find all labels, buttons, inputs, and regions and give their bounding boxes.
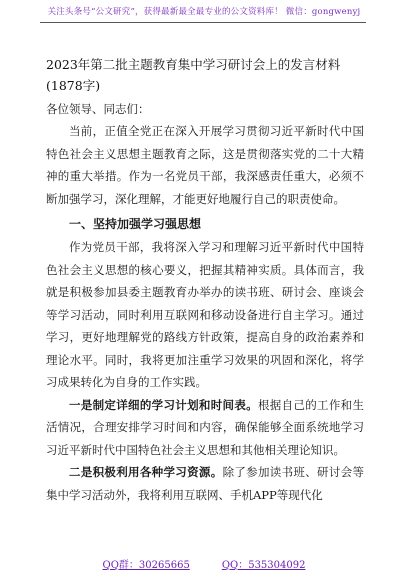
document-body <box>46 54 364 506</box>
section-heading-1: 一、坚持加强学习强思想 <box>69 217 202 231</box>
point-2-paragraph <box>46 461 364 506</box>
footer-contact <box>0 556 408 571</box>
point-2-lead: 二是积极利用各种学习资源。 <box>69 465 223 479</box>
footer-qq[interactable]: QQ：535304092 <box>221 560 306 571</box>
point-1-text: 根据自己的工作和生活情况，合理安排学习时间和内容，确保能够全面系统地学习习近平新时代中国特色社会主义思想和其他相关理论知识。 <box>46 397 364 457</box>
greeting: 各位领导、同志们： <box>46 102 150 116</box>
header-note: 关注头条号“公文研究”，获得最新最全最专业的公文资料库！ 微信：gongwenyj <box>47 7 361 17</box>
intro-paragraph: 当前，正值全党正在深入开展学习贯彻习近平新时代中国特色社会主义思想主题教育之际，这是贯彻落实党的二十大精神的重大举措。作为一名党员干部，我深感责任重大，必须不断加强学习，深化理解，才能更好地履行自己的职责使命。 <box>46 124 364 206</box>
document-title: 2023年第二批主题教育集中学习研讨会上的发言材料(1878字) <box>46 57 341 93</box>
point-1-paragraph <box>46 394 364 462</box>
header-divider <box>40 22 366 23</box>
point-1-lead: 一是制定详细的学习计划和时间表。 <box>69 397 258 412</box>
point-2-text: 除了参加读书班、研讨会等集中学习活动外，我将利用互联网、手机APP等现代化 <box>46 465 364 502</box>
footer-qq-group[interactable]: QQ群：30265665 <box>102 560 190 571</box>
section-1-paragraph: 作为党员干部，我将深入学习和理解习近平新时代中国特色社会主义思想的核心要义，把握其精神实质。具体而言，我就是积极参加县委主题教育办举办的读书班、研讨会、座谈会等学习活动，同时利用互联网和移动设备进行自主学习。通过学习，更好地理解党的路线方针政策，提高自身的政治素养和理论水平。同时，我将更加注重学习效果的巩固和深化，将学习成果转化为自身的工作实践。 <box>46 240 364 389</box>
